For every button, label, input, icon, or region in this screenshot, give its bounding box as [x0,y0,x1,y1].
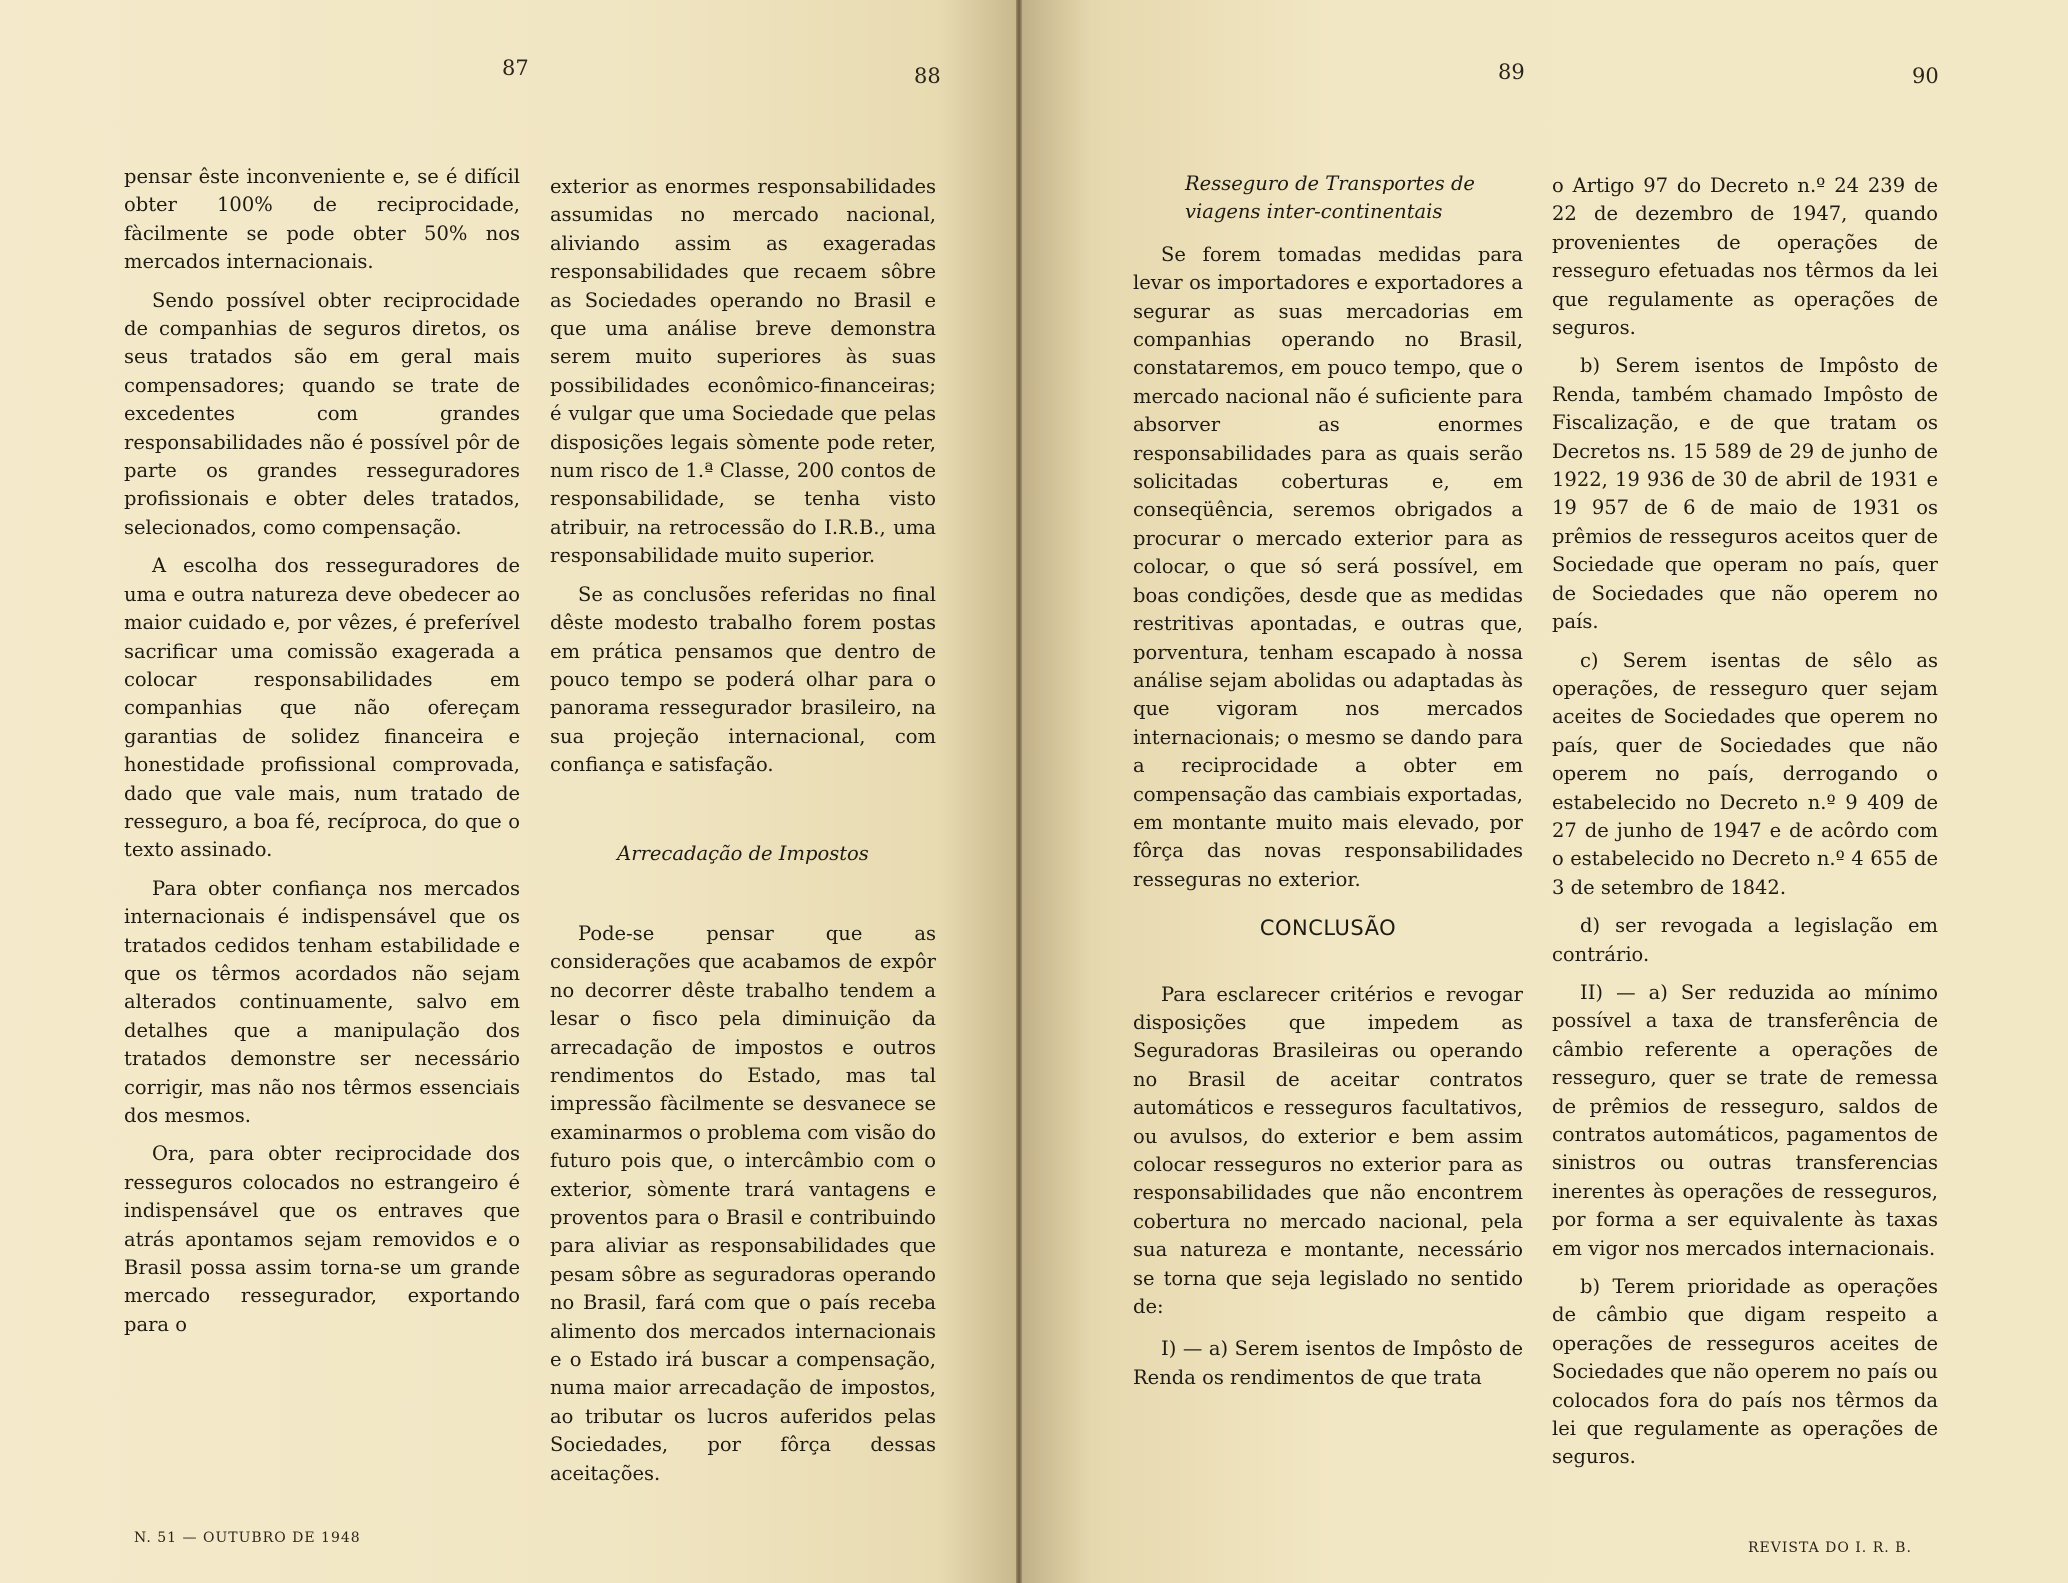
conclusion-heading: CONCLUSÃO [1259,916,1397,941]
paragraph: c) Serem isentas de sêlo as operações, de resseguro quer sejam aceites de Sociedades que operem no país, quer de Sociedades que não operem no país, derrogando o estabelecido no Decreto n.º 9 409 de 27 de junho de 1947 e de acôrdo com o estabelecido no Decreto n.º 4 655 de 3 de setembro de 1842. [1552,648,1938,899]
page-number-88: 88 [914,64,941,88]
paragraph: d) ser revogada a legislação em contrário. [1552,914,1938,966]
column-page-87 [124,163,520,1349]
section-heading-resseguro-transportes: Resseguro de Transportes de viagens inter-continentais [1185,172,1475,224]
paragraph: Para esclarecer critérios e revogar disposições que impedem as Seguradoras Brasileiras ou operando no Brasil de aceitar contratos automáticos e resseguros facultativos, ou avulsos, do exterior e bem assim colocar resseguros no exterior para as responsabilidades que não encontrem cobertura no mercado nacional, pela sua natureza e montante, necessário se torna que seja legislado no sentido de: [1133,982,1523,1319]
page-number-90: 90 [1912,64,1939,88]
column-page-89 [1133,170,1523,1402]
column-page-88 [550,173,936,1498]
paragraph: o Artigo 97 do Decreto n.º 24 239 de 22 de dezembro de 1947, quando provenientes de operações de resseguro efetuadas nos têrmos da lei que regulamente as operações de seguros. [1552,174,1938,340]
page-number-89: 89 [1498,60,1525,84]
paragraph: II) — a) Ser reduzida ao mínimo possível a taxa de transferência de câmbio referente a operações de resseguro, quer se trate de remessa de prêmios de resseguro, saldos de contratos automáticos, pagamentos de sinistros ou outras transferencias inerentes às operações de resseguros, por forma a ser equivalente às taxas em vigor nos mercados internacionais. [1552,980,1938,1260]
paragraph: b) Terem prioridade as operações de câmbio que digam respeito a operações de resseguros aceites de Sociedades que não operem no país ou colocados fora do país nos têrmos da lei que regulamente as operações de seguros. [1552,1275,1938,1469]
paragraph: Se as conclusões referidas no final dêste modesto trabalho forem postas em prática pensamos que dentro de pouco tempo se poderá olhar para o panorama ressegurador brasileiro, na sua projeção internacional, com confiança e satisfação. [550,582,936,777]
footer-journal: REVISTA DO I. R. B. [1748,1540,1912,1556]
paragraph: Se forem tomadas medidas para levar os importadores e exportadores a segurar as suas mercadorias em companhias operando no Brasil, constataremos, em pouco tempo, que o mercado nacional não é suficiente para absorver as enormes responsabilidades para as quais serão solicitadas coberturas e, em conseqüência, seremos obrigados a procurar o mercado exterior para as colocar, o que só será possível, em boas condições, desde que as medidas restritivas apontadas, e outras que, porventura, tenham escapado à nossa análise sejam abolidas ou adaptadas às que vigoram nos mercados internacionais; o mesmo se dando para a reciprocidade a obter em compensação das cambiais exportadas, em montante muito mais elevado, por fôrça das novas responsabilidades resseguras no exterior. [1133,242,1523,891]
book-gutter [1016,0,1022,1583]
column-page-90 [1552,172,1938,1482]
paragraph: Sendo possível obter reciprocidade de companhias de seguros diretos, os seus tratados são em geral mais compensadores; quando se trate de excedentes com grandes responsabilidades não é possível pôr de parte os grandes resseguradores profissionais e obter deles tratados, selecionados, como compensação. [124,288,520,539]
paragraph: exterior as enormes responsabilidades assumidas no mercado nacional, aliviando assim as exageradas responsabilidades que recaem sôbre as Sociedades operando no Brasil e que uma análise breve demonstra serem muito superiores às suas possibilidades econômico-financeiras; é vulgar que uma Sociedade que pelas disposições legais sòmente pode reter, num risco de 1.ª Classe, 200 contos de responsabilidade, se tenha visto atribuir, na retrocessão do I.R.B., uma responsabilidade muito superior. [550,175,936,568]
paragraph: Para obter confiança nos mercados internacionais é indispensável que os tratados cedidos tenham estabilidade e que os têrmos acordados não sejam alterados continuamente, salvo em detalhes que a manipulação dos tratados demonstre ser necessário corrigir, mas não nos têrmos essenciais dos mesmos. [124,876,520,1127]
paragraph: Pode-se pensar que as considerações que acabamos de expôr no decorrer dêste trabalho tendem a lesar o fisco pela diminuição da arrecadação de impostos e outros rendimentos do Estado, mas tal impressão fàcilmente se desvanece se examinarmos o problema com visão do futuro pois que, o intercâmbio com o exterior, sòmente trará vantagens e proventos para o Brasil e contribuindo para aliviar as responsabilidades que pesam sôbre as seguradoras operando no Brasil, fará com que o país receba alimento dos mercados internacionais e o Estado irá buscar a compensação, numa maior arrecadação de impostos, ao tributar os lucros auferidos pelas Sociedades, por fôrça dessas aceitações. [550,921,936,1485]
paragraph: pensar êste inconveniente e, se é difícil obter 100% de reciprocidade, fàcilmente se pode obter 50% nos mercados internacionais. [124,165,520,274]
footer-issue: N. 51 — OUTUBRO DE 1948 [134,1530,361,1546]
paragraph: A escolha dos resseguradores de uma e outra natureza deve obedecer ao maior cuidado e, por vêzes, é preferível sacrificar uma comissão exagerada a colocar responsabilidades em companhias que não ofereçam garantias de solidez financeira e honestidade profissional comprovada, dado que vale mais, num tratado de resseguro, a boa fé, recíproca, do que o texto assinado. [124,554,520,862]
page-number-87: 87 [502,56,529,80]
paragraph: b) Serem isentos de Impôsto de Renda, também chamado Impôsto de Fiscalização, e de que tratam os Decretos ns. 15 589 de 29 de junho de 1922, 19 936 de 30 de abril de 1931 e 19 957 de 6 de maio de 1931 os prêmios de resseguros aceitos quer de Sociedade que operam no país, quer de Sociedades que não operem no país. [1552,354,1938,634]
paragraph: Ora, para obter reciprocidade dos resseguros colocados no estrangeiro é indispensável que os entraves que atrás apontamos sejam removidos e o Brasil possa assim torna-se um grande mercado ressegurador, exportando para o [124,1142,520,1336]
section-heading-arrecadacao: Arrecadação de Impostos [617,841,869,865]
paragraph: I) — a) Serem isentos de Impôsto de Renda os rendimentos de que trata [1133,1337,1523,1389]
